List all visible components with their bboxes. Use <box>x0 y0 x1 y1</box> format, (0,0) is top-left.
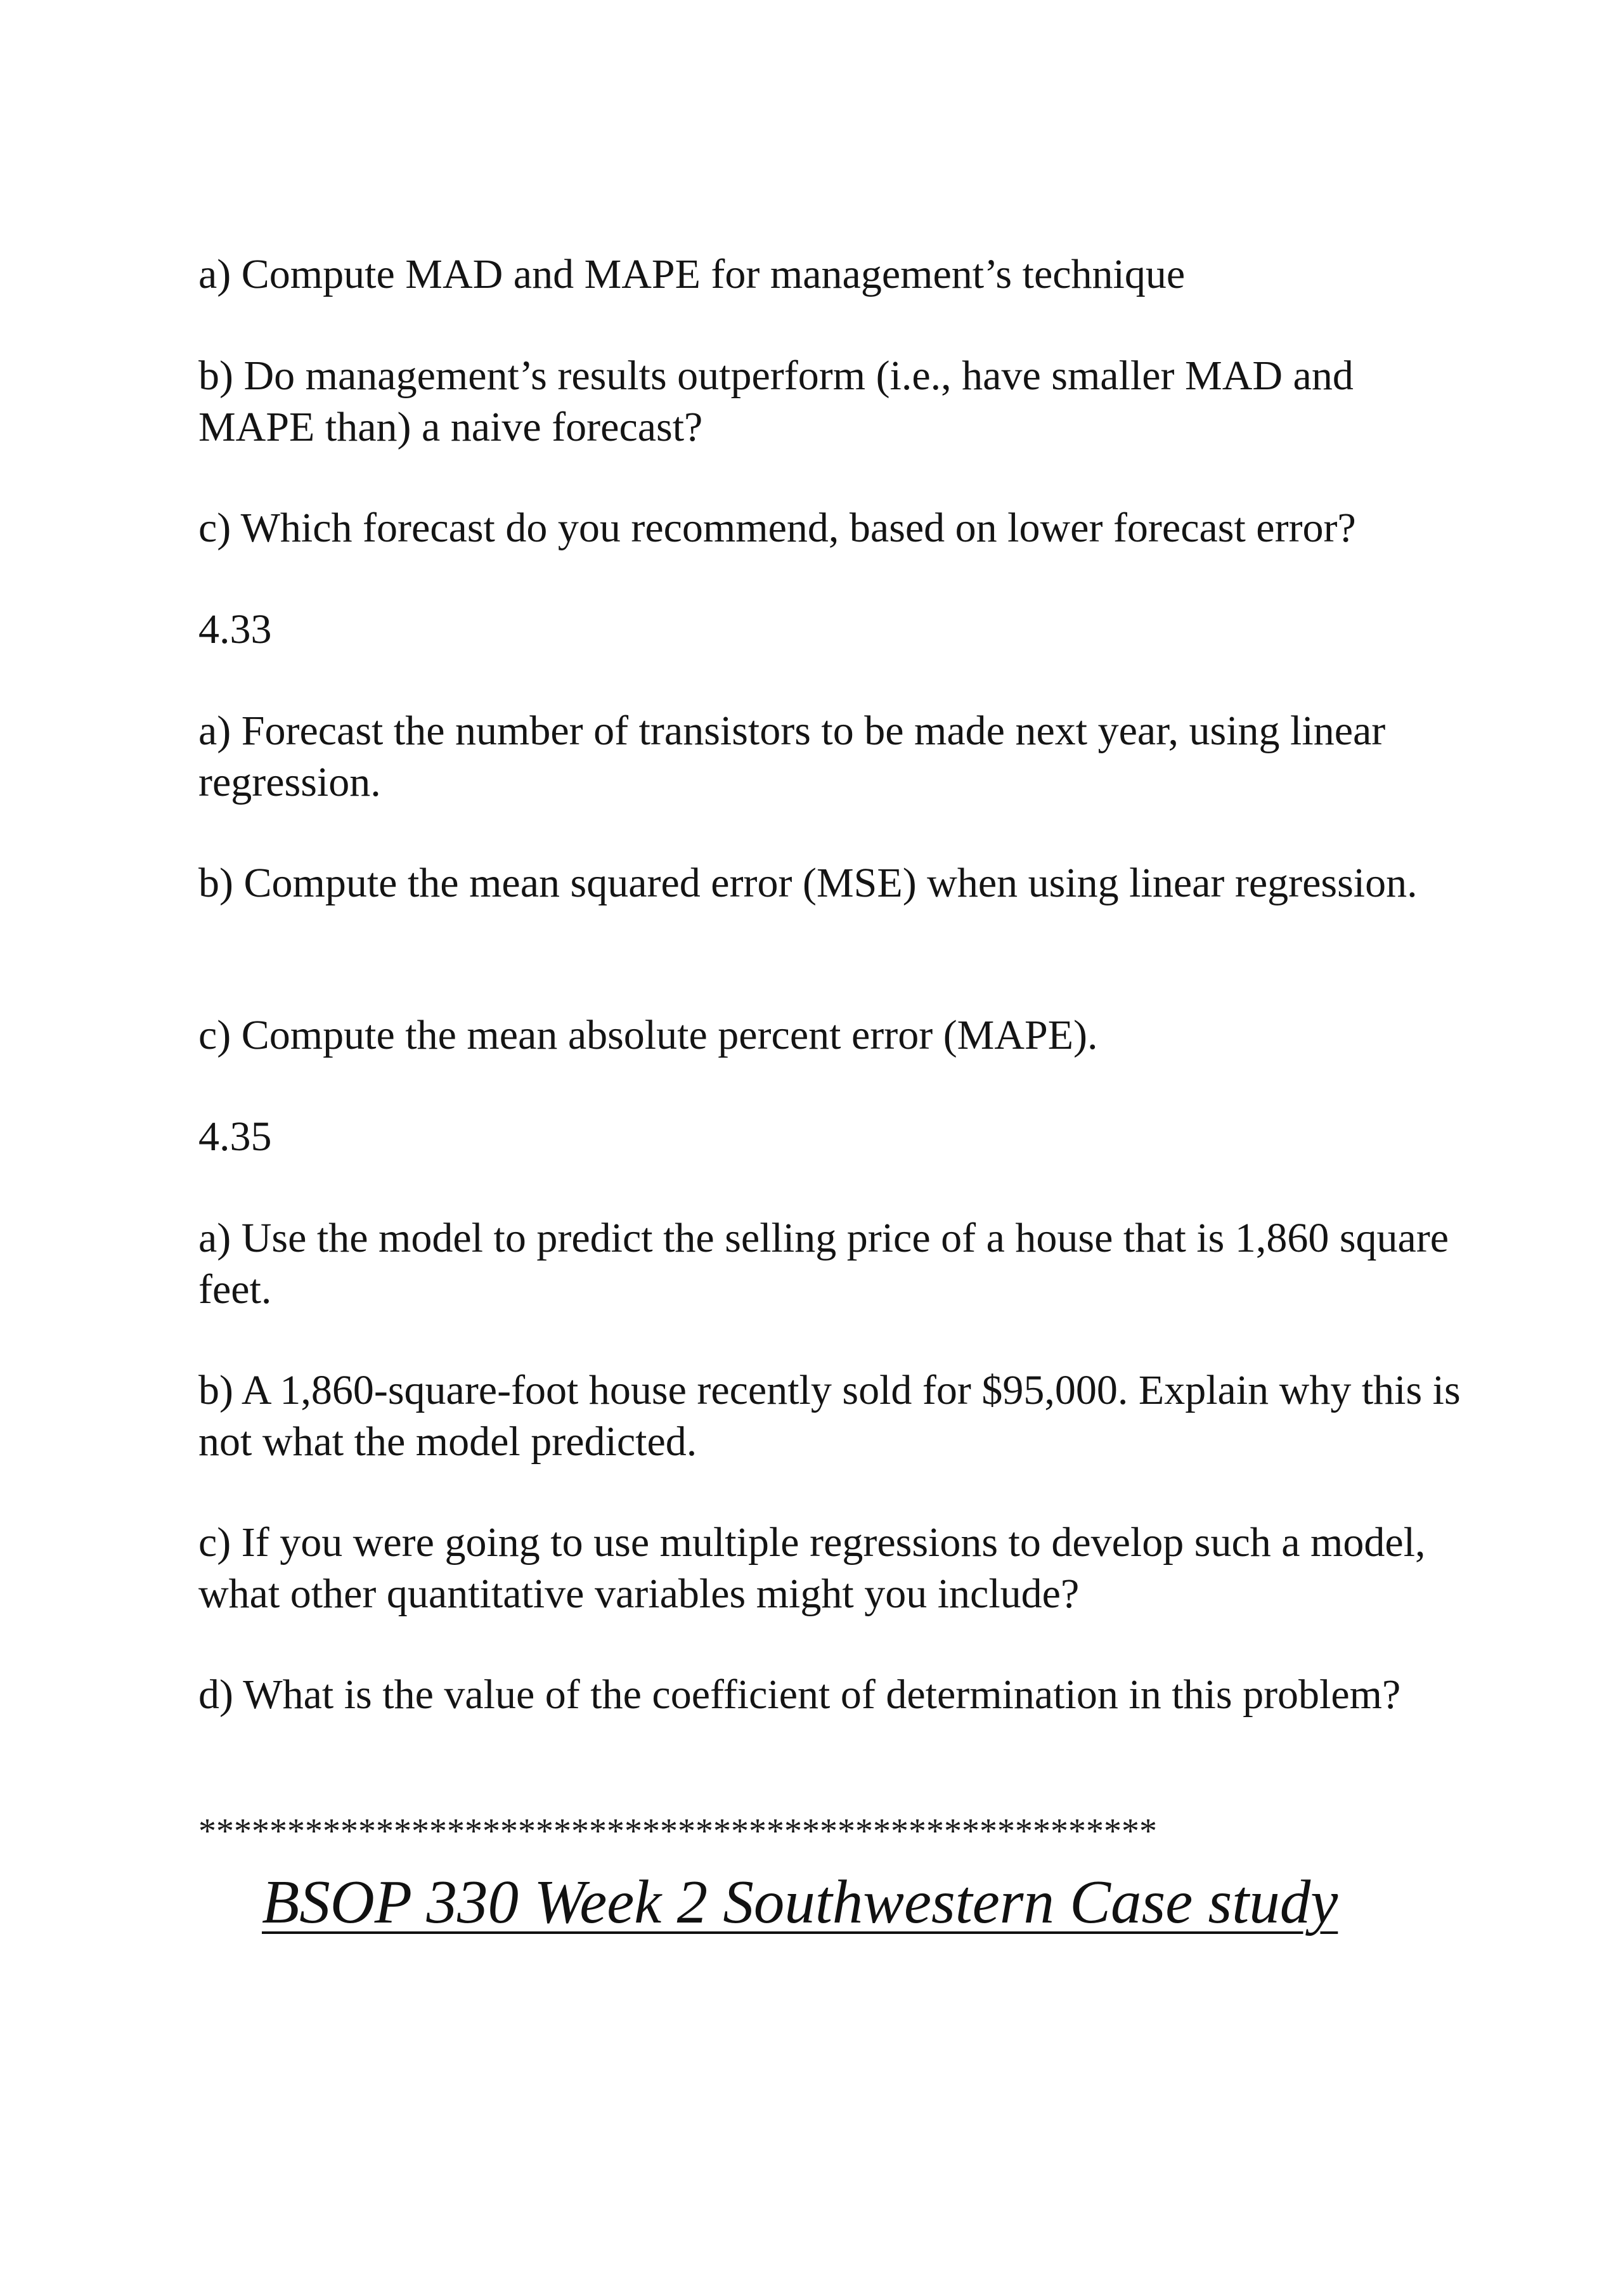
question-predict-selling-price: a) Use the model to predict the selling price of a house that is 1,860 square feet. <box>198 1215 1449 1313</box>
question-compute-mape: c) Compute the mean absolute percent error (MAPE). <box>198 1012 1098 1058</box>
question-compute-mse: b) Compute the mean squared error (MSE) when using linear regression. <box>198 860 1418 906</box>
question-recommend-forecast: c) Which forecast do you recommend, based on lower forecast error? <box>198 505 1356 551</box>
question-management-outperform: b) Do management’s results outperform (i.e., have smaller MAD and MAPE than) a naive forecast? <box>198 353 1354 450</box>
question-coefficient-determination: d) What is the value of the coefficient of determination in this problem? <box>198 1671 1401 1718</box>
asterisk-separator: ****************************************************** <box>198 1812 1157 1851</box>
document-title: BSOP 330 Week 2 Southwestern Case study <box>262 1868 1338 1936</box>
question-forecast-transistors: a) Forecast the number of transistors to be made next year, using linear regression. <box>198 708 1386 805</box>
problem-number-4-35: 4.35 <box>198 1113 272 1160</box>
problem-number-4-33: 4.33 <box>198 606 272 652</box>
question-compute-mad-mape: a) Compute MAD and MAPE for management’s technique <box>198 251 1186 297</box>
question-explain-prediction: b) A 1,860-square-foot house recently sold for $95,000. Explain why this is not what the model predicted. <box>198 1367 1461 1465</box>
question-multiple-regression-variables: c) If you were going to use multiple regressions to develop such a model, what other quantitative variables might you include? <box>198 1519 1426 1617</box>
